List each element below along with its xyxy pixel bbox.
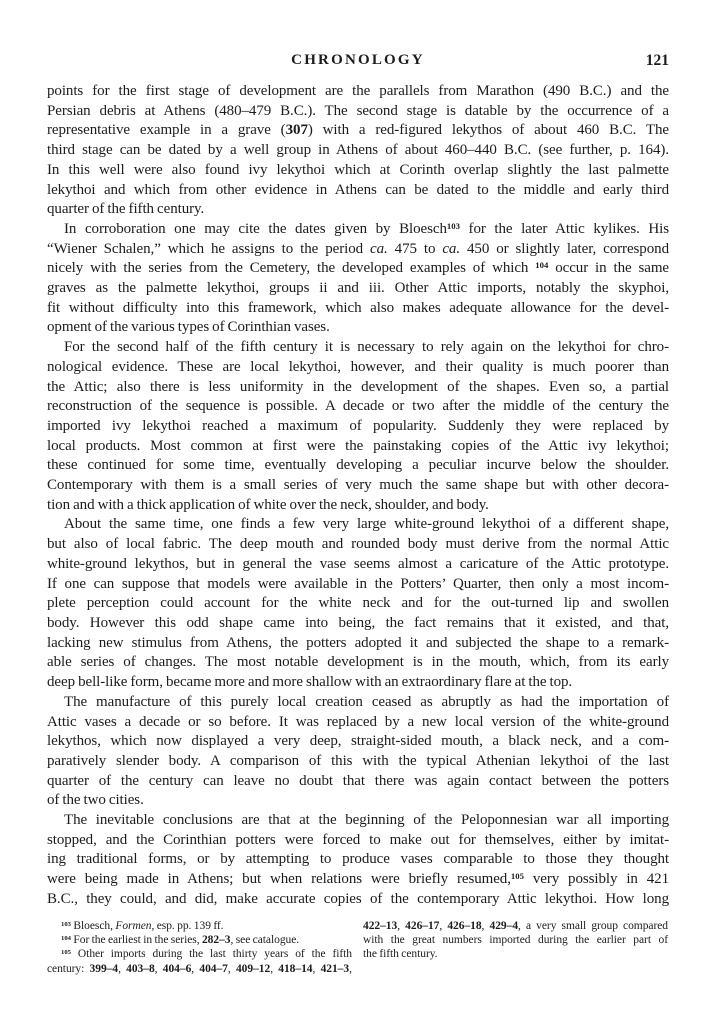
paragraph [47, 693, 669, 811]
text-line: tion and with a thick application of white over the neck, shoulder, and body. [47, 496, 489, 513]
paragraph [47, 338, 669, 515]
text-line: local products. Most common at first were the painstaking copies of the Attic ivy lekythoi; [47, 437, 669, 454]
body-text [47, 82, 669, 910]
text-line: opment of the various types of Corinthian vases. [47, 319, 330, 336]
text-line: lacking new stimulus from Athens, the potters adopted it and subjected the shape to a remark- [47, 634, 669, 651]
text-line: “Wiener Schalen,” which he assigns to the period ca. 475 to ca. 450 or slightly later, correspond [47, 240, 669, 257]
text-line: B.C., they could, and did, make accurate copies of the contemporary Attic lekythoi. How long [47, 890, 669, 907]
text-line: body. However this odd shape came into being, the fact remains that it existed, and that, [47, 614, 669, 631]
text-line: For the second half of the fifth century it is necessary to rely again on the lekythoi for chro- [64, 339, 669, 356]
text-line: these continued for some time, eventually developing a peculiar incurve below the shoulder. [47, 457, 669, 474]
running-head-title: CHRONOLOGY [291, 52, 425, 68]
text-line: If one can suppose that models were available in the Potters’ Quarter, then only a most incom- [47, 575, 669, 592]
text-line: ing traditional forms, or by attempting to produce vases comparable to those they thought [47, 851, 669, 868]
text-line: paratively slender body. A comparison of this with the typical Athenian lekythoi of the last [47, 752, 669, 769]
paragraph [47, 515, 669, 692]
text-line: deep bell-like form, became more and more shallow with an extraordinary flare at the top. [47, 674, 573, 691]
text-line: nological evidence. These are local lekythoi, however, and their quality is much poorer than [47, 358, 669, 375]
page-header [47, 52, 669, 70]
text-line: In corroboration one may cite the dates given by Bloesch$^{103}$ for the later Attic kylikes. His [64, 220, 669, 237]
footnote-column-left [47, 919, 352, 976]
text-line: lekythos, which now displayed a very deep, straight-sided mouth, a black neck, and a com- [47, 733, 669, 750]
text-line: In this well were also found ivy lekythoi which at Corinth overlap slightly the last palmette [47, 161, 669, 178]
text-line: The inevitable conclusions are that at the beginning of the Peloponnesian war all importing [64, 812, 669, 829]
text-line: points for the first stage of development are the parallels from Marathon (490 B.C.) and the [47, 83, 669, 99]
text-line: the Attic; also there is less uniformity in the development of the shapes. Even so, a partial [47, 378, 669, 395]
footnote-line: $^{105}$ Other imports during the last thirty years of the fifth [61, 948, 352, 961]
text-line: Attic vases a decade or so before. It was replaced by a new local version of the white-ground [47, 713, 669, 730]
text-line: About the same time, one finds a few very large white-ground lekythoi of a different shape, [64, 516, 669, 533]
text-line: quarter of the century can leave no doubt that there was again contact between the potters [47, 772, 669, 789]
text-line: lekythoi and which from other evidence in Athens can be dated to the middle and early third [47, 181, 669, 198]
footnotes [47, 919, 669, 976]
text-line: but also of local fabric. The deep mouth and rounded body must derive from the normal Attic [47, 536, 669, 553]
text-line: stopped, and the Corinthian potters were forced to make out for themselves, either by imitat- [47, 831, 669, 848]
text-line: representative example in a grave (307) with a red-figured lekythos of about 460 B.C. The [47, 122, 670, 139]
footnote-line: century: 399–4, 403–8, 404–6, 404–7, 409–12, 418–14, 421–3, [47, 962, 352, 975]
text-line: graves as the palmette lekythoi, groups ii and iii. Other Attic imports, notably the skyphoi, [47, 280, 669, 297]
text-line: plete perception could account for the white neck and for the out-turned lip and swollen [47, 595, 669, 612]
footnote-column-right [363, 919, 668, 976]
text-line: white-ground lekythos, but in general the vase seems almost a caricature of the Attic prototype. [47, 555, 669, 572]
footnote-line: $^{103}$ Bloesch, Formen, esp. pp. 139 ff. [61, 920, 224, 932]
footnote-line: 422–13, 426–17, 426–18, 429–4, a very small group compared [363, 920, 668, 932]
paragraph [47, 82, 669, 220]
text-line: Contemporary with them is a small series of very much the same shape but with other decora- [47, 477, 669, 494]
text-line: Persian debris at Athens (480–479 B.C.). The second stage is datable by the occurrence of a [47, 102, 669, 119]
paragraph [47, 220, 669, 338]
text-line: imported ivy lekythoi reached a maximum of popularity. Suddenly they were replaced by [47, 417, 669, 434]
text-line: The manufacture of this purely local creation ceased as abruptly as had the importation of [64, 693, 669, 710]
footnote-line: the fifth century. [363, 948, 438, 961]
footnote-line: with the great numbers imported during the earlier part of [363, 934, 668, 947]
text-line: were being made in Athens; but when relations were briefly resumed,$^{105}$ very possibly in 421 [47, 871, 669, 888]
paragraph [47, 811, 669, 910]
text-line: fit without difficulty into this framework, which also makes adequate allowance for the devel- [47, 299, 669, 316]
text-line: third stage can be dated by a well group in Athens of about 460–440 B.C. (see further, p. 164). [47, 142, 669, 159]
page-number: 121 [645, 52, 669, 69]
text-line: reconstruction of the sequence is possible. A decade or two after the middle of the century the [47, 398, 669, 415]
footnote-line: $^{104}$ For the earliest in the series, 282–3, see catalogue. [61, 934, 300, 947]
text-line: quarter of the fifth century. [47, 201, 205, 218]
text-line: of the two cities. [47, 792, 144, 809]
text-line: nicely with the series from the Cemetery, the developed examples of which $^{104}$ occur in the same [47, 260, 669, 277]
text-line: able series of changes. The most notable development is in the mouth, which, from its early [47, 654, 669, 671]
